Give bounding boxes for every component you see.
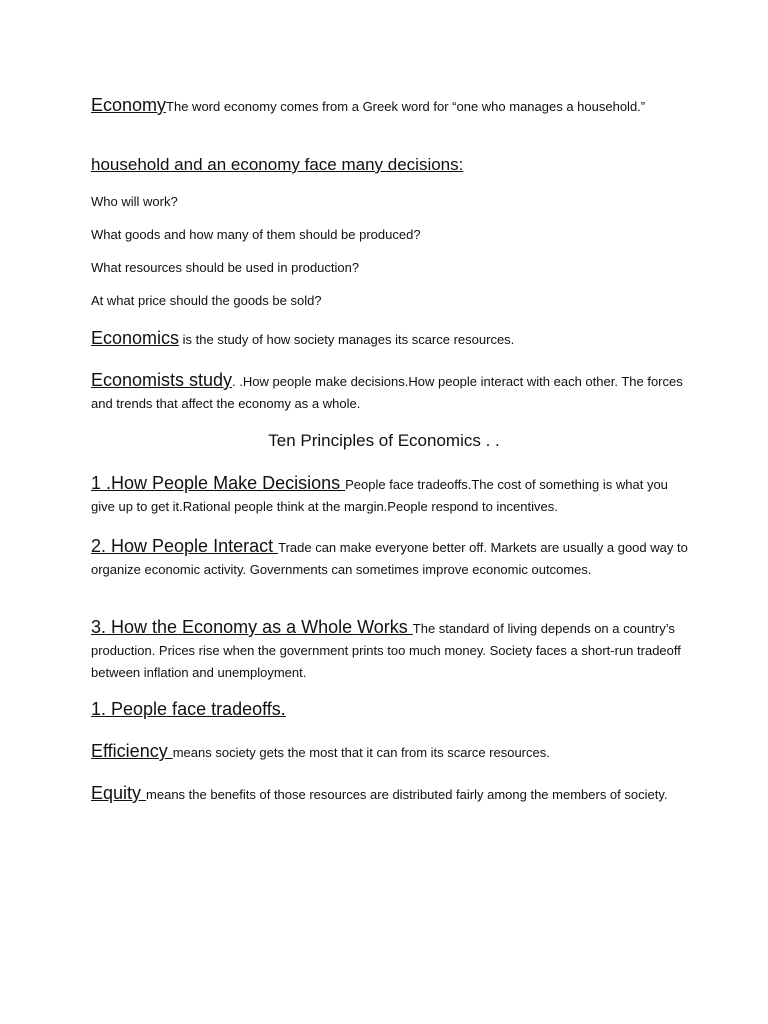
decisions-heading: household and an economy face many decisions: bbox=[91, 155, 464, 174]
question-2: What goods and how many of them should be produced? bbox=[91, 227, 421, 242]
economy-term: Economy bbox=[91, 95, 167, 115]
economics-term: Economics bbox=[91, 328, 180, 348]
question-3: What resources should be used in production? bbox=[91, 260, 360, 275]
economists-study bbox=[91, 369, 691, 415]
principle-1 bbox=[91, 472, 691, 518]
principle-3-term: 3. How the Economy as a Whole Works bbox=[91, 617, 413, 637]
economy-definition bbox=[91, 94, 691, 118]
equity-text: means the benefits of those resources are distributed fairly among the members of society. bbox=[146, 787, 668, 802]
efficiency-term: Efficiency bbox=[91, 741, 173, 761]
principle-2 bbox=[91, 535, 691, 581]
ten-principles-title: Ten Principles of Economics . . bbox=[268, 431, 500, 450]
tradeoffs-heading: 1. People face tradeoffs. bbox=[91, 699, 286, 719]
economy-text: The word economy comes from a Greek word for “one who manages a household.” bbox=[166, 99, 646, 114]
principle-2-text: Trade can make everyone better off. Markets are usually a good way to organize economic activity. Governments can sometimes improve economic outcomes. bbox=[91, 540, 688, 577]
equity-definition bbox=[91, 782, 691, 806]
principle-2-term: 2. How People Interact bbox=[91, 536, 279, 556]
question-1: Who will work? bbox=[91, 194, 178, 209]
economists-text: . .How people make decisions.How people interact with each other. The forces and trends that affect the economy as a whole. bbox=[91, 374, 683, 411]
question-4: At what price should the goods be sold? bbox=[91, 293, 322, 308]
principle-1-term: 1 .How People Make Decisions bbox=[91, 473, 346, 493]
efficiency-definition bbox=[91, 740, 691, 764]
economics-text: is the study of how society manages its scarce resources. bbox=[179, 332, 515, 347]
efficiency-text: means society gets the most that it can from its scarce resources. bbox=[172, 745, 550, 760]
principle-3 bbox=[91, 616, 691, 684]
principle-1-text: People face tradeoffs.The cost of something is what you give up to get it.Rational people think at the margin.People respond to incentives. bbox=[91, 477, 668, 514]
economics-definition bbox=[91, 327, 691, 351]
economists-term: Economists study bbox=[91, 370, 233, 390]
principle-3-text: The standard of living depends on a country’s production. Prices rise when the government prints too much money. Society faces a short-run tradeoff between inflation and unemployment. bbox=[91, 621, 681, 680]
equity-term: Equity bbox=[91, 783, 147, 803]
